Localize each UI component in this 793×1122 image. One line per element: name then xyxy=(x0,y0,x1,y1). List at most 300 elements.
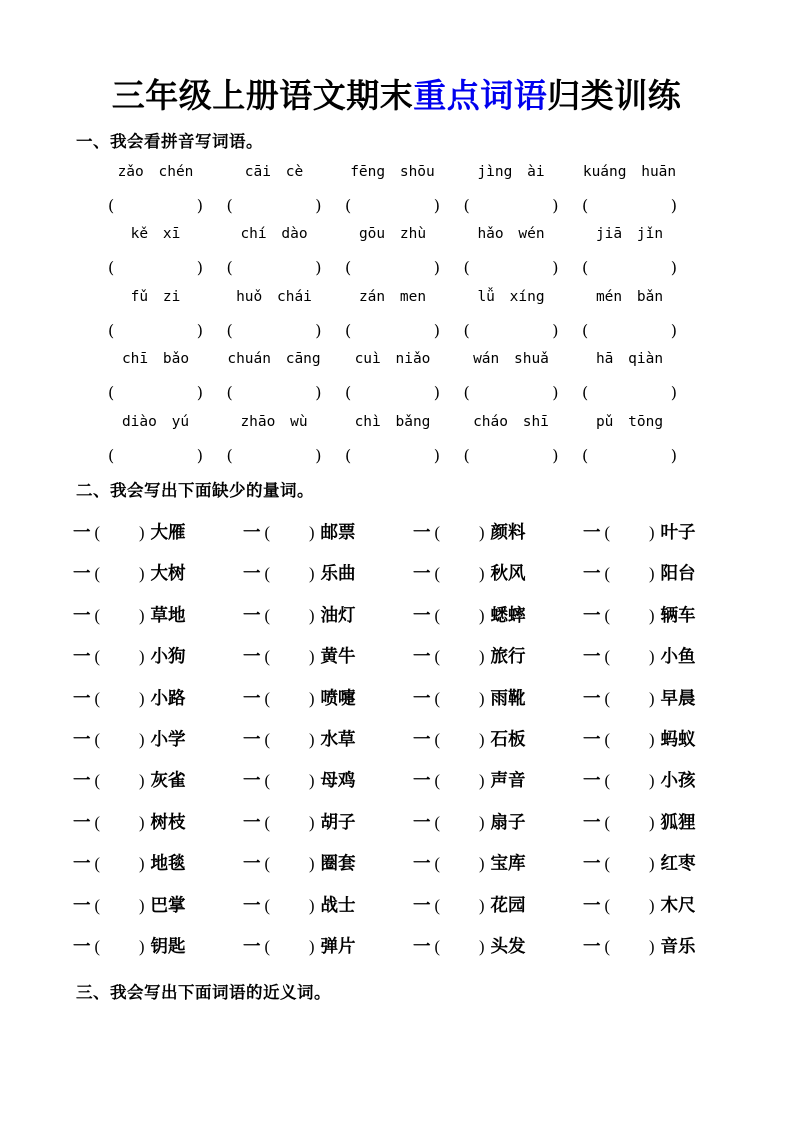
answer-blank xyxy=(582,196,677,216)
open-paren: ( xyxy=(604,936,610,956)
pinyin-text: gōu zhù xyxy=(358,226,427,243)
numeral-one: 一 xyxy=(413,935,431,956)
close-paren: ) xyxy=(139,936,145,956)
close-paren: ) xyxy=(479,729,485,749)
close-paren: ) xyxy=(196,320,203,340)
pinyin-text: kě xī xyxy=(130,226,181,243)
answer-blank xyxy=(95,688,145,710)
numeral-one: 一 xyxy=(73,604,91,625)
open-paren: ( xyxy=(108,258,115,278)
measure-word-item xyxy=(243,852,380,893)
measure-word-item xyxy=(583,521,720,562)
pinyin-text: zán men xyxy=(358,288,427,305)
close-paren: ) xyxy=(479,854,485,874)
close-paren: ) xyxy=(649,647,655,667)
pinyin-word-group xyxy=(582,287,677,349)
close-paren: ) xyxy=(309,771,315,791)
close-paren: ) xyxy=(309,895,315,915)
measure-word-item xyxy=(73,562,210,603)
item-word: 秋风 xyxy=(490,563,526,584)
open-paren: ( xyxy=(264,647,270,667)
close-paren: ) xyxy=(433,445,440,465)
close-paren: ) xyxy=(552,445,559,465)
answer-blank xyxy=(108,383,203,403)
close-paren: ) xyxy=(670,258,677,278)
open-paren: ( xyxy=(345,196,352,215)
numeral-one: 一 xyxy=(73,646,91,667)
numeral-one: 一 xyxy=(243,853,261,874)
numeral-one: 一 xyxy=(413,563,431,584)
open-paren: ( xyxy=(226,258,233,278)
item-word: 小学 xyxy=(150,728,186,749)
pinyin-word-group xyxy=(582,349,677,411)
pinyin-text: zhāo wù xyxy=(240,413,308,430)
answer-blank xyxy=(95,853,145,875)
close-paren: ) xyxy=(649,564,655,584)
item-word: 黄牛 xyxy=(320,646,356,667)
pinyin-text: fǔ zi xyxy=(130,288,181,305)
open-paren: ( xyxy=(108,383,115,403)
close-paren: ) xyxy=(433,196,440,215)
open-paren: ( xyxy=(264,523,270,542)
close-paren: ) xyxy=(139,564,145,584)
close-paren: ) xyxy=(139,647,145,667)
title-highlight: 重点词语 xyxy=(413,77,548,114)
close-paren: ) xyxy=(552,196,559,215)
close-paren: ) xyxy=(479,771,485,791)
item-word: 圈套 xyxy=(320,853,356,874)
title-prefix: 三年级上册语文期末 xyxy=(111,77,414,114)
close-paren: ) xyxy=(433,383,440,403)
item-word: 母鸡 xyxy=(320,770,356,791)
numeral-one: 一 xyxy=(583,811,601,832)
pinyin-text: hā qiàn xyxy=(595,351,664,368)
item-word: 辆车 xyxy=(660,604,696,625)
item-word: 胡子 xyxy=(320,811,356,832)
answer-blank xyxy=(464,321,559,341)
open-paren: ( xyxy=(582,258,589,278)
pinyin-word-group xyxy=(108,162,203,224)
measure-word-item xyxy=(413,562,550,603)
measure-word-item xyxy=(413,894,550,935)
numeral-one: 一 xyxy=(413,894,431,915)
answer-blank xyxy=(605,853,655,875)
close-paren: ) xyxy=(139,895,145,915)
open-paren: ( xyxy=(434,812,440,832)
item-word: 油灯 xyxy=(320,604,356,625)
open-paren: ( xyxy=(434,688,440,708)
measure-word-item xyxy=(243,811,380,852)
pinyin-text: lǚ xíng xyxy=(477,288,545,305)
answer-blank xyxy=(435,853,485,875)
open-paren: ( xyxy=(582,383,589,403)
answer-blank xyxy=(265,895,315,917)
item-word: 扇子 xyxy=(490,811,526,832)
item-word: 木尺 xyxy=(660,894,696,915)
pinyin-word-group xyxy=(227,349,322,411)
answer-blank xyxy=(95,936,145,958)
answer-blank xyxy=(605,812,655,834)
numeral-one: 一 xyxy=(583,728,601,749)
measure-word-item xyxy=(243,728,380,769)
item-word: 地毯 xyxy=(150,853,186,874)
close-paren: ) xyxy=(670,196,677,215)
pinyin-text: jìng ài xyxy=(477,164,545,180)
answer-blank xyxy=(605,895,655,917)
measure-word-item xyxy=(73,604,210,645)
pinyin-text: chì bǎng xyxy=(354,413,431,430)
open-paren: ( xyxy=(434,854,440,874)
item-word: 钥匙 xyxy=(150,935,186,956)
numeral-one: 一 xyxy=(73,563,91,584)
close-paren: ) xyxy=(649,771,655,791)
item-word: 颜料 xyxy=(490,522,526,542)
measure-word-item xyxy=(413,604,550,645)
answer-blank xyxy=(435,522,485,544)
answer-blank xyxy=(108,196,203,216)
close-paren: ) xyxy=(670,383,677,403)
measure-word-item xyxy=(413,769,550,810)
open-paren: ( xyxy=(264,605,270,625)
answer-blank xyxy=(227,321,322,341)
measure-word-item xyxy=(243,894,380,935)
close-paren: ) xyxy=(315,445,322,465)
measure-word-item xyxy=(243,562,380,603)
numeral-one: 一 xyxy=(243,522,261,542)
open-paren: ( xyxy=(108,445,115,465)
numeral-one: 一 xyxy=(73,894,91,915)
measure-word-item xyxy=(243,687,380,728)
open-paren: ( xyxy=(94,729,100,749)
close-paren: ) xyxy=(315,196,322,215)
pinyin-text: hǎo wén xyxy=(477,226,545,243)
open-paren: ( xyxy=(226,196,233,215)
measure-word-item xyxy=(73,687,210,728)
open-paren: ( xyxy=(264,936,270,956)
item-word: 雨靴 xyxy=(490,687,526,708)
item-word: 喷嚏 xyxy=(320,687,356,708)
pinyin-word-group xyxy=(108,412,203,474)
numeral-one: 一 xyxy=(73,853,91,874)
close-paren: ) xyxy=(479,895,485,915)
close-paren: ) xyxy=(315,258,322,278)
open-paren: ( xyxy=(604,771,610,791)
open-paren: ( xyxy=(434,936,440,956)
answer-blank xyxy=(265,522,315,544)
measure-word-item xyxy=(73,852,210,893)
numeral-one: 一 xyxy=(73,522,91,542)
close-paren: ) xyxy=(649,729,655,749)
open-paren: ( xyxy=(604,895,610,915)
close-paren: ) xyxy=(433,320,440,340)
numeral-one: 一 xyxy=(73,811,91,832)
measure-word-item xyxy=(413,645,550,686)
pinyin-word-group xyxy=(227,412,322,474)
item-word: 灰雀 xyxy=(150,770,186,791)
item-word: 邮票 xyxy=(320,522,356,542)
measure-word-item xyxy=(243,521,380,562)
answer-blank xyxy=(605,729,655,751)
answer-blank xyxy=(435,770,485,792)
item-word: 树枝 xyxy=(150,811,186,832)
pinyin-word-group xyxy=(464,412,559,474)
close-paren: ) xyxy=(479,936,485,956)
open-paren: ( xyxy=(463,196,470,215)
open-paren: ( xyxy=(94,605,100,625)
item-word: 狐狸 xyxy=(660,811,696,832)
pinyin-word-group xyxy=(108,224,203,286)
pinyin-word-group xyxy=(227,224,322,286)
open-paren: ( xyxy=(94,647,100,667)
open-paren: ( xyxy=(604,729,610,749)
item-word: 弹片 xyxy=(320,935,356,956)
close-paren: ) xyxy=(139,854,145,874)
pinyin-word-group xyxy=(345,224,440,286)
measure-word-item xyxy=(413,521,550,562)
answer-blank xyxy=(435,812,485,834)
answer-blank xyxy=(265,770,315,792)
pinyin-word-group xyxy=(345,287,440,349)
numeral-one: 一 xyxy=(413,853,431,874)
open-paren: ( xyxy=(94,523,100,542)
answer-blank xyxy=(95,770,145,792)
open-paren: ( xyxy=(463,445,470,465)
answer-blank xyxy=(95,729,145,751)
numeral-one: 一 xyxy=(583,853,601,874)
open-paren: ( xyxy=(604,647,610,667)
pinyin-word-group xyxy=(108,287,203,349)
close-paren: ) xyxy=(649,688,655,708)
numeral-one: 一 xyxy=(413,687,431,708)
open-paren: ( xyxy=(463,258,470,278)
pinyin-word-group xyxy=(345,412,440,474)
close-paren: ) xyxy=(649,523,655,542)
answer-blank xyxy=(108,446,203,466)
close-paren: ) xyxy=(309,729,315,749)
measure-word-item xyxy=(73,894,210,935)
open-paren: ( xyxy=(345,320,352,340)
answer-blank xyxy=(265,563,315,585)
open-paren: ( xyxy=(226,383,233,403)
numeral-one: 一 xyxy=(243,563,261,584)
answer-blank xyxy=(582,321,677,341)
open-paren: ( xyxy=(108,320,115,340)
pinyin-word-group xyxy=(582,224,677,286)
close-paren: ) xyxy=(479,605,485,625)
item-word: 草地 xyxy=(150,604,186,625)
pinyin-text: mén bǎn xyxy=(595,288,664,305)
answer-blank xyxy=(435,563,485,585)
measure-word-item xyxy=(583,645,720,686)
close-paren: ) xyxy=(479,688,485,708)
measure-word-item xyxy=(243,935,380,976)
numeral-one: 一 xyxy=(413,522,431,542)
pinyin-text: cāi cè xyxy=(244,164,304,180)
open-paren: ( xyxy=(264,688,270,708)
open-paren: ( xyxy=(264,771,270,791)
close-paren: ) xyxy=(315,383,322,403)
pinyin-text: huǒ chái xyxy=(236,288,312,305)
pinyin-word-group xyxy=(464,287,559,349)
measure-word-item xyxy=(243,645,380,686)
close-paren: ) xyxy=(139,523,145,542)
close-paren: ) xyxy=(309,854,315,874)
pinyin-row xyxy=(108,412,677,474)
close-paren: ) xyxy=(196,383,203,403)
pinyin-text: chī bǎo xyxy=(121,351,190,368)
close-paren: ) xyxy=(649,895,655,915)
pinyin-word-group xyxy=(464,349,559,411)
answer-blank xyxy=(345,321,440,341)
answer-blank xyxy=(265,936,315,958)
numeral-one: 一 xyxy=(243,604,261,625)
item-word: 叶子 xyxy=(660,522,696,542)
close-paren: ) xyxy=(552,320,559,340)
pinyin-row xyxy=(108,224,677,286)
open-paren: ( xyxy=(434,895,440,915)
answer-blank xyxy=(227,196,322,216)
measure-word-item xyxy=(73,935,210,976)
item-word: 蚂蚁 xyxy=(660,728,696,749)
close-paren: ) xyxy=(139,729,145,749)
answer-blank xyxy=(464,196,559,216)
numeral-one: 一 xyxy=(243,687,261,708)
pinyin-word-group xyxy=(345,349,440,411)
pinyin-word-group xyxy=(227,162,322,224)
numeral-one: 一 xyxy=(583,894,601,915)
open-paren: ( xyxy=(604,523,610,542)
answer-blank xyxy=(265,853,315,875)
measure-word-item xyxy=(413,811,550,852)
open-paren: ( xyxy=(226,445,233,465)
measure-word-item xyxy=(73,645,210,686)
numeral-one: 一 xyxy=(413,646,431,667)
open-paren: ( xyxy=(94,564,100,584)
title-suffix: 归类训练 xyxy=(547,77,682,114)
open-paren: ( xyxy=(604,688,610,708)
open-paren: ( xyxy=(94,688,100,708)
close-paren: ) xyxy=(196,258,203,278)
measure-word-item xyxy=(583,769,720,810)
measure-word-item xyxy=(243,769,380,810)
numeral-one: 一 xyxy=(73,770,91,791)
open-paren: ( xyxy=(264,895,270,915)
close-paren: ) xyxy=(139,688,145,708)
close-paren: ) xyxy=(649,812,655,832)
close-paren: ) xyxy=(139,771,145,791)
answer-blank xyxy=(435,646,485,668)
worksheet-title xyxy=(0,70,793,117)
numeral-one: 一 xyxy=(583,687,601,708)
numeral-one: 一 xyxy=(243,811,261,832)
close-paren: ) xyxy=(309,647,315,667)
numeral-one: 一 xyxy=(243,935,261,956)
open-paren: ( xyxy=(345,383,352,403)
pinyin-text: jiā jǐn xyxy=(595,226,664,243)
open-paren: ( xyxy=(604,605,610,625)
open-paren: ( xyxy=(434,564,440,584)
answer-blank xyxy=(95,895,145,917)
open-paren: ( xyxy=(604,564,610,584)
answer-blank xyxy=(464,383,559,403)
close-paren: ) xyxy=(309,605,315,625)
open-paren: ( xyxy=(264,854,270,874)
numeral-one: 一 xyxy=(413,770,431,791)
numeral-one: 一 xyxy=(583,646,601,667)
measure-word-grid xyxy=(73,521,720,976)
close-paren: ) xyxy=(309,564,315,584)
item-word: 小孩 xyxy=(660,770,696,791)
open-paren: ( xyxy=(582,445,589,465)
open-paren: ( xyxy=(264,729,270,749)
item-word: 小狗 xyxy=(150,646,186,667)
answer-blank xyxy=(95,812,145,834)
answer-blank xyxy=(265,646,315,668)
measure-word-item xyxy=(583,562,720,603)
open-paren: ( xyxy=(434,771,440,791)
item-word: 大雁 xyxy=(150,522,186,542)
item-word: 水草 xyxy=(320,728,356,749)
section2-heading: 二、我会写出下面缺少的量词。 xyxy=(76,482,314,500)
answer-blank xyxy=(605,688,655,710)
close-paren: ) xyxy=(139,812,145,832)
close-paren: ) xyxy=(315,320,322,340)
close-paren: ) xyxy=(479,647,485,667)
measure-word-item xyxy=(583,604,720,645)
measure-word-item xyxy=(73,811,210,852)
answer-blank xyxy=(582,446,677,466)
open-paren: ( xyxy=(463,320,470,340)
measure-word-item xyxy=(73,728,210,769)
answer-blank xyxy=(345,383,440,403)
answer-blank xyxy=(227,446,322,466)
answer-blank xyxy=(464,446,559,466)
measure-word-item xyxy=(413,687,550,728)
answer-blank xyxy=(605,646,655,668)
item-word: 石板 xyxy=(490,728,526,749)
pinyin-word-group xyxy=(227,287,322,349)
answer-blank xyxy=(435,936,485,958)
numeral-one: 一 xyxy=(243,728,261,749)
measure-word-item xyxy=(583,935,720,976)
open-paren: ( xyxy=(582,320,589,340)
answer-blank xyxy=(435,605,485,627)
answer-blank xyxy=(605,936,655,958)
close-paren: ) xyxy=(196,445,203,465)
open-paren: ( xyxy=(345,258,352,278)
numeral-one: 一 xyxy=(413,728,431,749)
close-paren: ) xyxy=(309,936,315,956)
close-paren: ) xyxy=(309,523,315,542)
close-paren: ) xyxy=(309,688,315,708)
measure-word-item xyxy=(583,852,720,893)
pinyin-row xyxy=(108,287,677,349)
item-word: 早晨 xyxy=(660,687,696,708)
pinyin-text: chí dào xyxy=(240,226,308,243)
item-word: 声音 xyxy=(490,770,526,791)
item-word: 红枣 xyxy=(660,853,696,874)
pinyin-row xyxy=(108,349,677,411)
pinyin-grid xyxy=(108,162,677,474)
open-paren: ( xyxy=(226,320,233,340)
pinyin-text: diào yú xyxy=(121,413,190,430)
measure-word-item xyxy=(583,894,720,935)
item-word: 小鱼 xyxy=(660,646,696,667)
close-paren: ) xyxy=(479,812,485,832)
numeral-one: 一 xyxy=(73,687,91,708)
answer-blank xyxy=(435,688,485,710)
answer-blank xyxy=(605,563,655,585)
